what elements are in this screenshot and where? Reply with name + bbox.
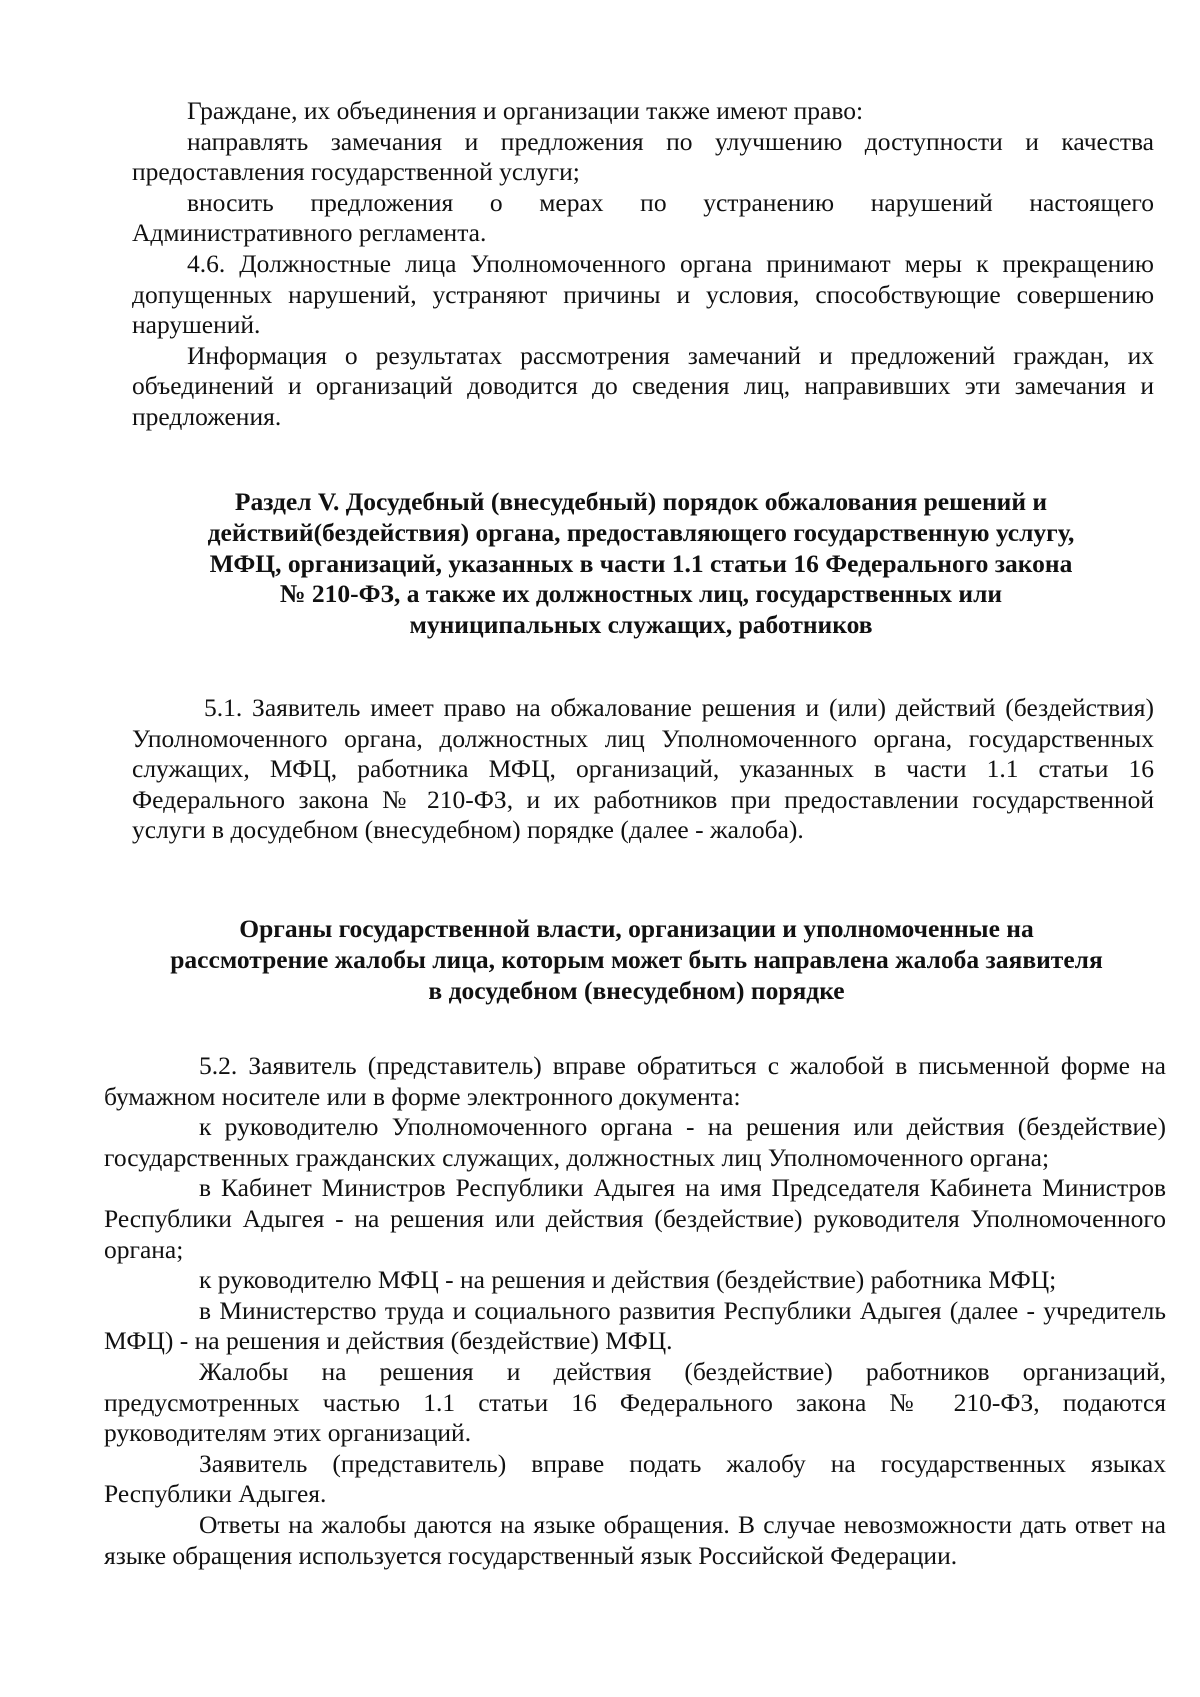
- appeal-bodies-heading: [104, 914, 1169, 1006]
- paragraph: Граждане, их объединения и организации также имеют право:: [187, 96, 864, 125]
- heading-line: № 210-ФЗ, а также их должностных лиц, государственных или: [279, 579, 1003, 609]
- paragraph: к руководителю Уполномоченного органа - на решения или действия (бездействие) государственных гражданских служащих, должностных лиц Уполномоченного органа;: [104, 1112, 1166, 1172]
- heading-line: муниципальных служащих, работников: [409, 610, 873, 640]
- paragraph: 4.6. Должностные лица Уполномоченного органа принимают меры к прекращению допущенных нарушений, устраняют причины и условия, способствующие совершению нарушений.: [132, 248, 1154, 340]
- paragraph: 5.2. Заявитель (представитель) вправе обратиться с жалобой в письменной форме на бумажном носителе или в форме электронного документа:: [104, 1051, 1166, 1111]
- paragraph: Жалобы на решения и действия (бездействие) работников организаций, предусмотренных частью 1.1 статьи 16 Федерального закона № 210-ФЗ, подаются руководителям этих организаций.: [104, 1356, 1166, 1448]
- paragraph: направлять замечания и предложения по улучшению доступности и качества предоставления государственной услуги;: [132, 126, 1154, 187]
- paragraph: вносить предложения о мерах по устранению нарушений настоящего Административного регламента.: [132, 187, 1154, 248]
- heading-line: рассмотрение жалобы лица, которым может быть направлена жалоба заявителя: [170, 944, 1103, 974]
- section-v-heading: [132, 487, 1150, 641]
- heading-line: в досудебном (внесудебном) порядке: [428, 975, 845, 1005]
- paragraph: 5.1. Заявитель имеет право на обжалование решения и (или) действий (бездействия) Уполномоченного органа, должностных лиц Уполномоченного органа, государственных служащих, МФЦ, работника МФЦ, организаций, указанных в части 1.1 статьи 16 Федерального закона № 210-ФЗ, и их работников при предоставлении государственной услуги в досудебном (внесудебном) порядке (далее - жалоба).: [132, 693, 1154, 845]
- appeal-right-text: [132, 693, 1154, 846]
- paragraph: к руководителю МФЦ - на решения и действия (бездействие) работника МФЦ;: [199, 1265, 1057, 1295]
- paragraph: Информация о результатах рассмотрения замечаний и предложений граждан, их объединений и организаций доводится до сведения лиц, направивших эти замечания и предложения.: [132, 340, 1154, 431]
- paragraph: в Кабинет Министров Республики Адыгея на имя Председателя Кабинета Министров Республики Адыгея - на решения или действия (бездействие) руководителя Уполномоченного органа;: [104, 1173, 1166, 1264]
- monitoring-section-text: [132, 96, 1154, 433]
- heading-line: действий(бездействия) органа, предоставляющего государственную услугу,: [207, 517, 1075, 547]
- heading-line: МФЦ, организаций, указанных в части 1.1 статьи 16 Федерального закона: [209, 548, 1073, 578]
- paragraph: в Министерство труда и социального развития Республики Адыгея (далее - учредитель МФЦ) - на решения и действия (бездействие) МФЦ.: [104, 1295, 1166, 1356]
- paragraph: Заявитель (представитель) вправе подать жалобу на государственных языках Республики Адыгея.: [104, 1448, 1166, 1509]
- heading-line: Раздел V. Досудебный (внесудебный) порядок обжалования решений и: [234, 487, 1048, 516]
- heading-line: Органы государственной власти, организации и уполномоченные на: [239, 914, 1034, 943]
- paragraph: Ответы на жалобы даются на языке обращения. В случае невозможности дать ответ на языке обращения используется государственный язык Российской Федерации.: [104, 1509, 1166, 1570]
- appeal-bodies-text: [104, 1051, 1166, 1571]
